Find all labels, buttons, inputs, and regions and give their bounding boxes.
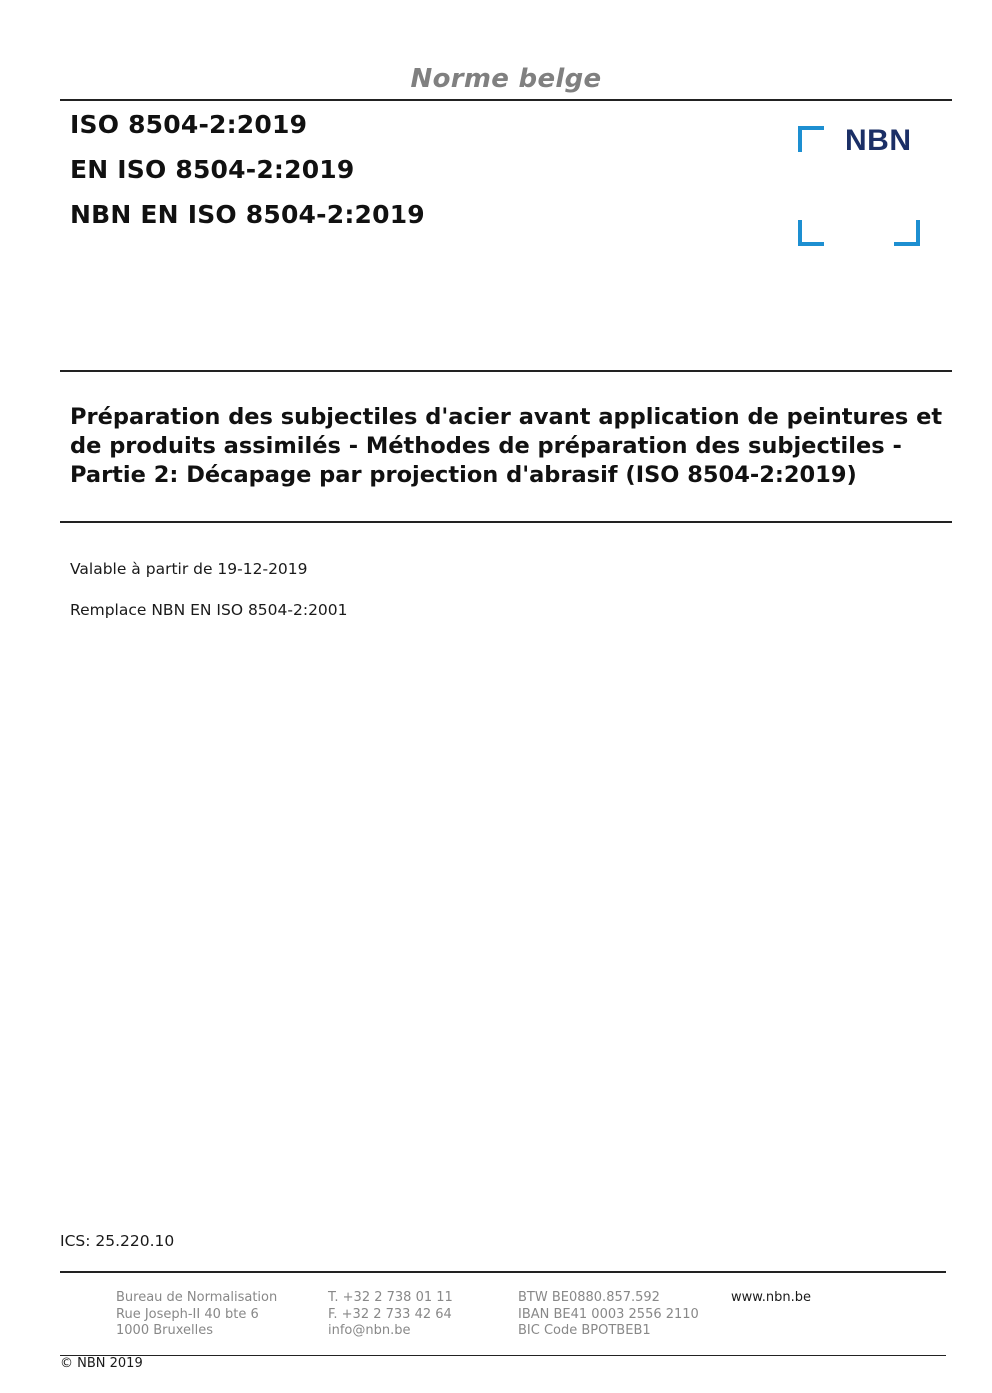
document-title: Préparation des subjectiles d'acier avant application de peintures et de produits assimilés - Méthodes de préparation des subjectiles - Partie 2: Décapage par projection d'abrasif (ISO 8504-2:2019) (70, 404, 943, 488)
footer-address-line: Bureau de Normalisation (116, 1290, 278, 1305)
footer-top-divider (60, 1271, 946, 1273)
standard-code-iso: ISO 8504-2:2019 (70, 110, 308, 139)
footer-banking (518, 1290, 699, 1340)
title-top-divider (60, 370, 952, 372)
replaces-note: Remplace NBN EN ISO 8504-2:2001 (70, 601, 348, 619)
validity-date: Valable à partir de 19-12-2019 (70, 560, 308, 578)
logo-wordmark: NBN (845, 124, 912, 157)
footer-address-line: 1000 Bruxelles (116, 1323, 214, 1338)
standard-code-en: EN ISO 8504-2:2019 (70, 155, 355, 184)
footer-address-line: Rue Joseph-II 40 bte 6 (116, 1306, 259, 1322)
footer-email-link[interactable]: info@nbn.be (328, 1323, 411, 1338)
header-divider (60, 99, 952, 101)
footer-bic: BIC Code BPOTBEB1 (518, 1323, 651, 1338)
footer-bottom-divider (60, 1355, 946, 1356)
standard-code-nbn: NBN EN ISO 8504-2:2019 (70, 200, 425, 229)
footer-iban: IBAN BE41 0003 2556 2110 (518, 1306, 699, 1322)
title-bottom-divider (60, 521, 952, 523)
footer-phone: T. +32 2 738 01 11 (328, 1290, 453, 1305)
footer-website-link[interactable]: www.nbn.be (731, 1290, 811, 1305)
footer-vat: BTW BE0880.857.592 (518, 1290, 660, 1305)
footer-contact (328, 1290, 453, 1340)
footer-address (116, 1290, 277, 1340)
footer-fax: F. +32 2 733 42 64 (328, 1306, 452, 1322)
document-type-label: Norme belge (410, 64, 602, 94)
ics-code: ICS: 25.220.10 (60, 1232, 175, 1250)
copyright-notice: © NBN 2019 (60, 1356, 143, 1371)
nbn-logo (798, 126, 920, 246)
logo-corner-bottom-left-icon (798, 220, 824, 246)
logo-corner-bottom-right-icon (894, 220, 920, 246)
logo-corner-top-left-icon (798, 126, 824, 152)
